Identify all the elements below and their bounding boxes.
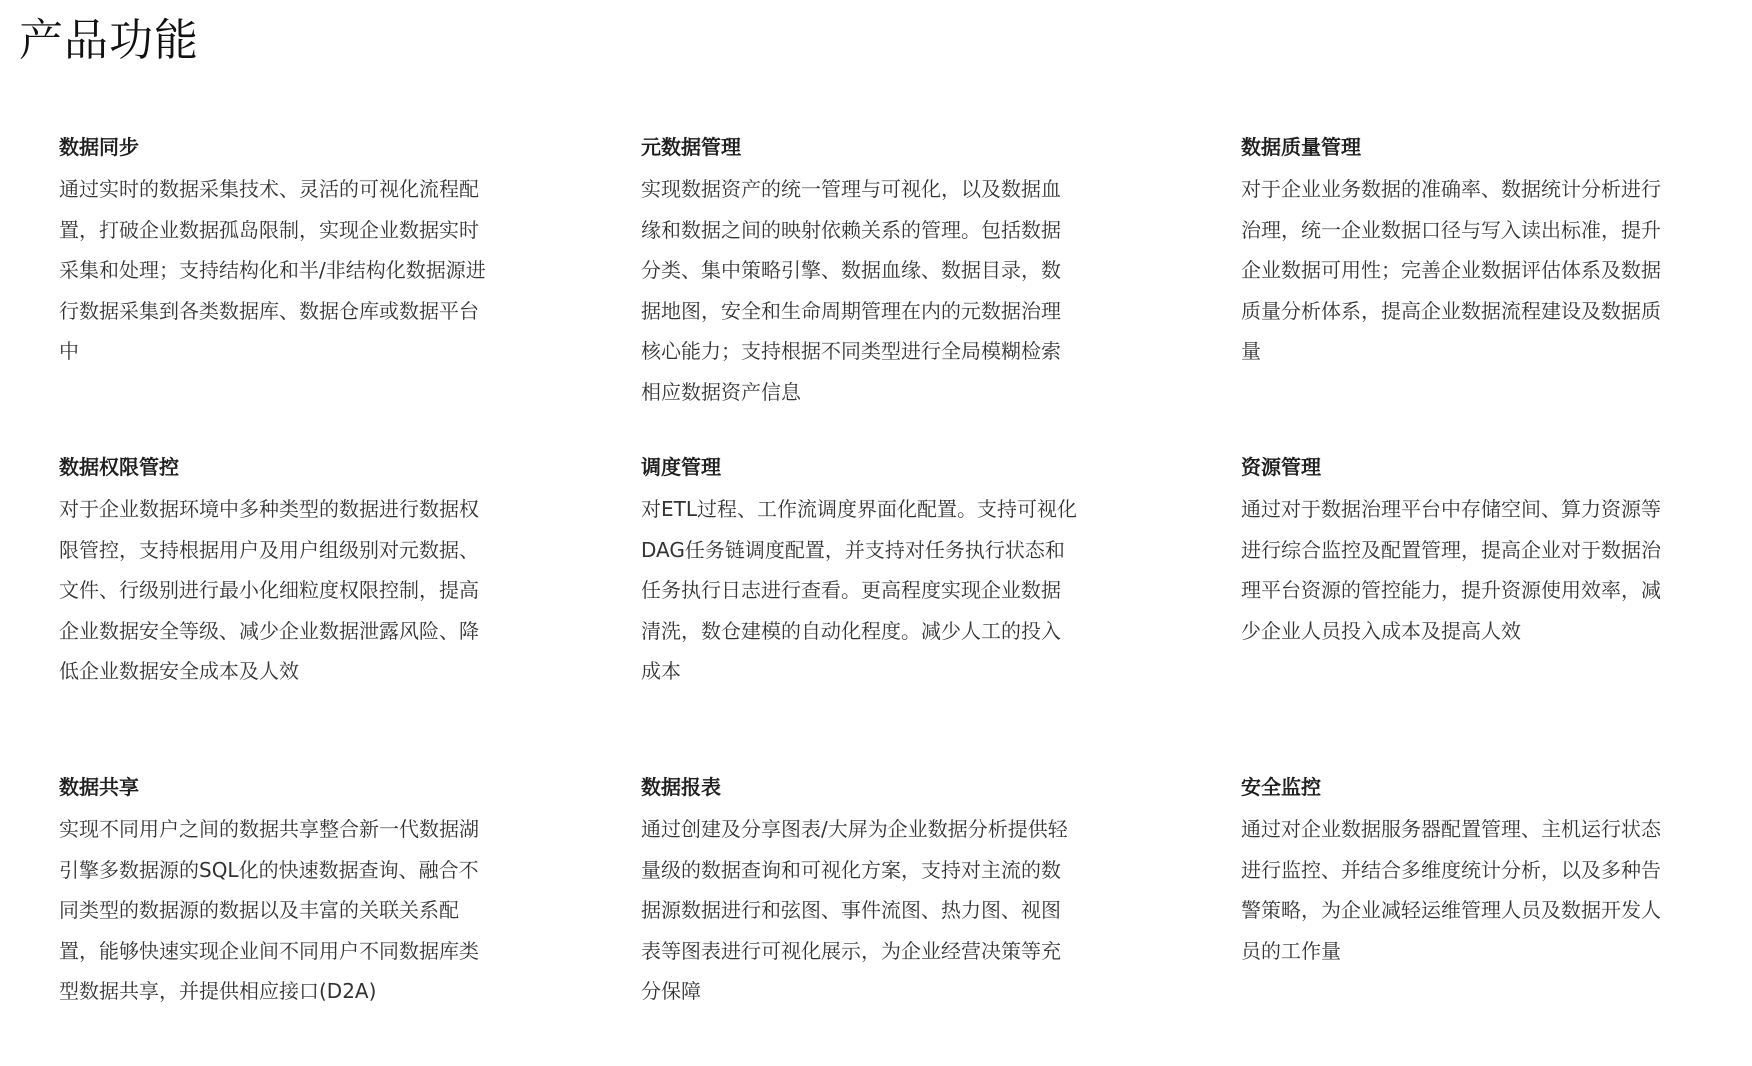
feature-data-sharing xyxy=(59,773,495,1012)
feature-security-monitoring xyxy=(1241,773,1677,971)
feature-title: 安全监控 xyxy=(1241,775,1321,799)
feature-title: 数据质量管理 xyxy=(1241,135,1361,159)
feature-title: 元数据管理 xyxy=(641,135,741,159)
feature-resource-management xyxy=(1241,453,1677,651)
feature-title: 数据同步 xyxy=(59,135,139,159)
feature-scheduling xyxy=(641,453,1079,692)
feature-description: 通过对于数据治理平台中存储空间、算力资源等进行综合监控及配置管理，提高企业对于数据治理平台资源的管控能力，提升资源使用效率，减少企业人员投入成本及提高人效 xyxy=(1241,497,1661,643)
feature-description: 对于企业数据环境中多种类型的数据进行数据权限管控，支持根据用户及用户组级别对元数据、文件、行级别进行最小化细粒度权限控制，提高企业数据安全等级、减少企业数据泄露风险、降低企业数据安全成本及人效 xyxy=(59,497,479,683)
page-title: 产品功能 xyxy=(19,15,199,66)
feature-title: 数据共享 xyxy=(59,775,139,799)
feature-title: 调度管理 xyxy=(641,455,721,479)
feature-title: 数据权限管控 xyxy=(59,455,179,479)
feature-data-sync xyxy=(59,133,495,372)
feature-data-permission xyxy=(59,453,495,692)
feature-description: 对于企业业务数据的准确率、数据统计分析进行治理，统一企业数据口径与写入读出标准，提升企业数据可用性；完善企业数据评估体系及数据质量分析体系，提高企业数据流程建设及数据质量 xyxy=(1241,177,1661,363)
feature-title: 数据报表 xyxy=(641,775,721,799)
feature-data-reports xyxy=(641,773,1079,1012)
feature-metadata-management xyxy=(641,133,1079,412)
feature-description: 通过实时的数据采集技术、灵活的可视化流程配置，打破企业数据孤岛限制，实现企业数据实时采集和处理；支持结构化和半/非结构化数据源进行数据采集到各类数据库、数据仓库或数据平台中 xyxy=(59,177,486,363)
feature-data-quality xyxy=(1241,133,1677,372)
feature-description: 实现不同用户之间的数据共享整合新一代数据湖引擎多数据源的SQL化的快速数据查询、融合不同类型的数据源的数据以及丰富的关联关系配置，能够快速实现企业间不同用户不同数据库类型数据共享，并提供相应接口(D2A) xyxy=(59,817,479,1003)
feature-description: 对ETL过程、工作流调度界面化配置。支持可视化DAG任务链调度配置，并支持对任务执行状态和任务执行日志进行查看。更高程度实现企业数据清洗，数仓建模的自动化程度。减少人工的投入成本 xyxy=(641,497,1077,683)
feature-description: 通过创建及分享图表/大屏为企业数据分析提供轻量级的数据查询和可视化方案，支持对主流的数据源数据进行和弦图、事件流图、热力图、视图表等图表进行可视化展示，为企业经营决策等充分保障 xyxy=(641,817,1068,1003)
feature-description: 通过对企业数据服务器配置管理、主机运行状态进行监控、并结合多维度统计分析，以及多种告警策略，为企业减轻运维管理人员及数据开发人员的工作量 xyxy=(1241,817,1661,963)
feature-description: 实现数据资产的统一管理与可视化，以及数据血缘和数据之间的映射依赖关系的管理。包括数据分类、集中策略引擎、数据血缘、数据目录，数据地图，安全和生命周期管理在内的元数据治理核心能力；支持根据不同类型进行全局模糊检索相应数据资产信息 xyxy=(641,177,1061,404)
feature-title: 资源管理 xyxy=(1241,455,1321,479)
